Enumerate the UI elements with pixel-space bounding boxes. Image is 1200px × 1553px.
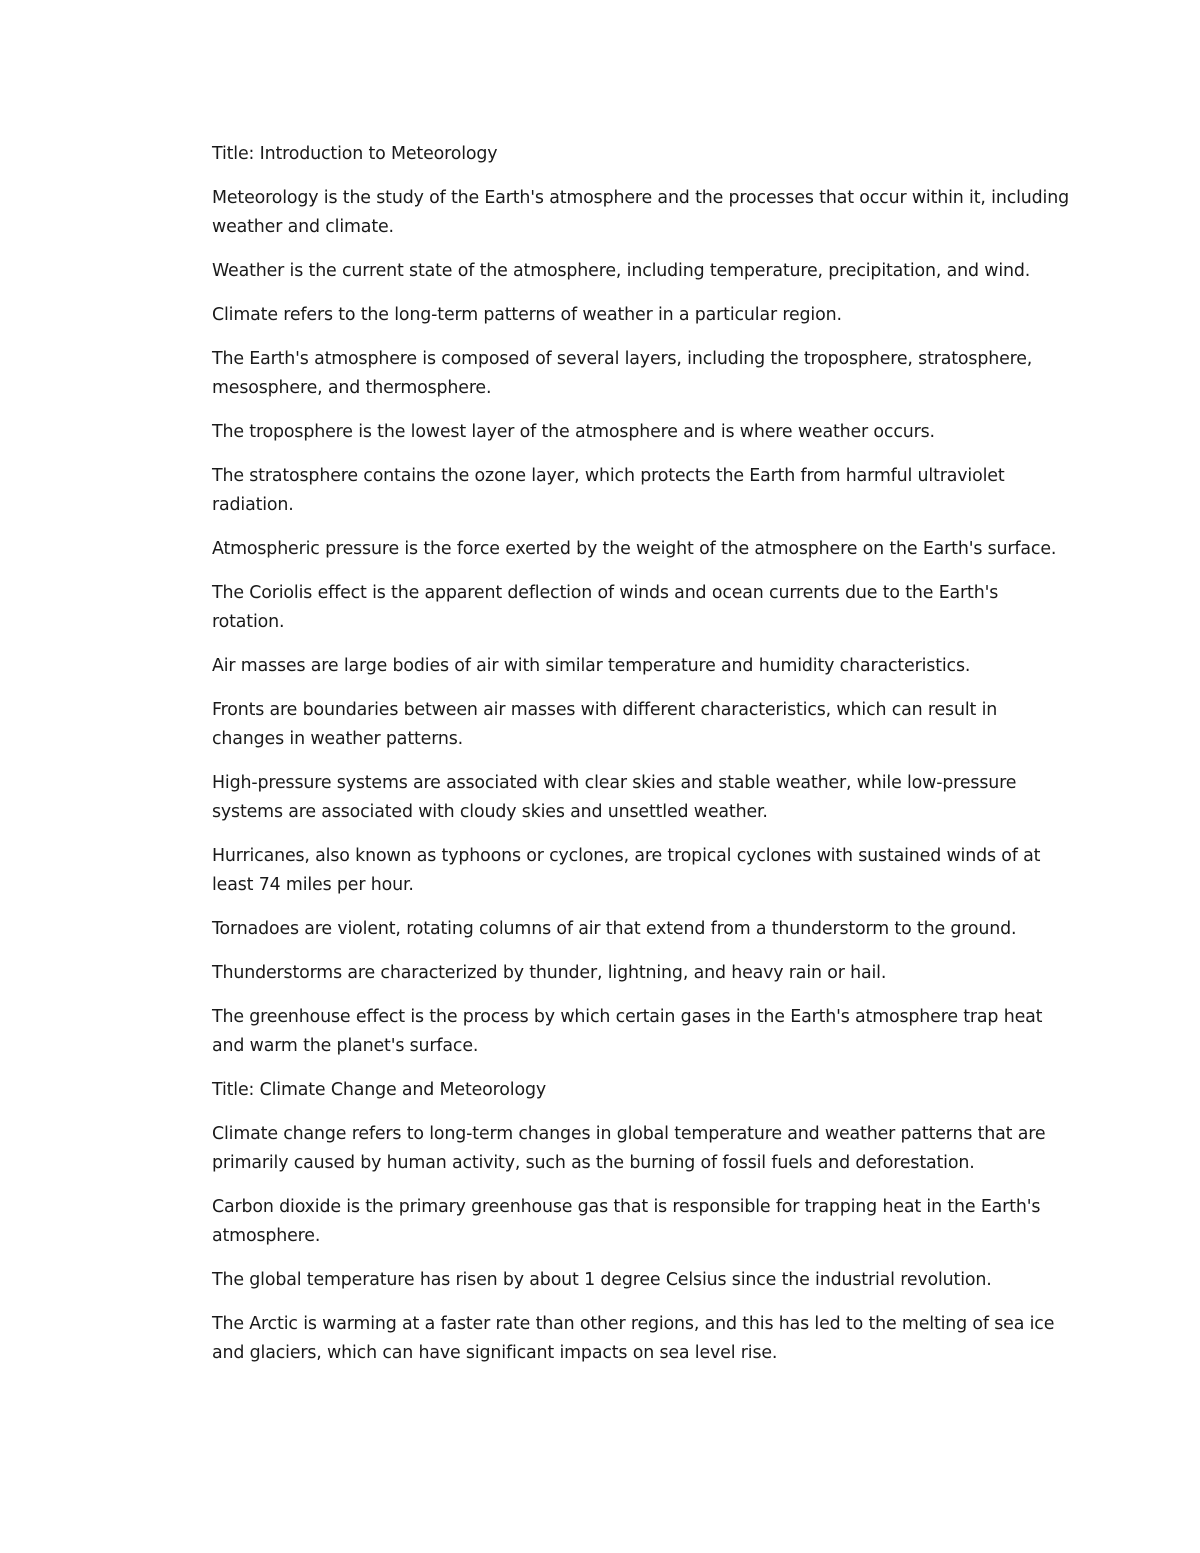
paragraph: Fronts are boundaries between air masses with different characteristics, which can result in changes in weather patterns. <box>212 700 998 749</box>
section-title: Title: Introduction to Meteorology <box>212 144 498 164</box>
paragraph: Carbon dioxide is the primary greenhouse gas that is responsible for trapping heat in the Earth's atmosphere. <box>212 1197 1041 1246</box>
paragraph: High-pressure systems are associated with clear skies and stable weather, while low-pressure systems are associated with cloudy skies and unsettled weather. <box>212 773 1017 822</box>
section-title: Title: Climate Change and Meteorology <box>212 1080 546 1100</box>
paragraph: Hurricanes, also known as typhoons or cyclones, are tropical cyclones with sustained winds of at least 74 miles per hour. <box>212 846 1041 895</box>
paragraph: The troposphere is the lowest layer of the atmosphere and is where weather occurs. <box>212 422 935 442</box>
paragraph: Air masses are large bodies of air with similar temperature and humidity characteristics. <box>212 656 971 676</box>
paragraph: The global temperature has risen by about 1 degree Celsius since the industrial revolution. <box>212 1270 992 1290</box>
paragraph: The Coriolis effect is the apparent deflection of winds and ocean currents due to the Earth's rotation. <box>212 583 999 632</box>
paragraph: Weather is the current state of the atmosphere, including temperature, precipitation, and wind. <box>212 261 1031 281</box>
paragraph: Thunderstorms are characterized by thunder, lightning, and heavy rain or hail. <box>212 963 887 983</box>
paragraph: The stratosphere contains the ozone layer, which protects the Earth from harmful ultraviolet radiation. <box>212 466 1005 515</box>
paragraph: The Earth's atmosphere is composed of several layers, including the troposphere, stratosphere, mesosphere, and thermosphere. <box>212 349 1033 398</box>
paragraph: The greenhouse effect is the process by which certain gases in the Earth's atmosphere trap heat and warm the planet's surface. <box>212 1007 1043 1056</box>
document-body <box>212 140 1072 1383</box>
paragraph: The Arctic is warming at a faster rate than other regions, and this has led to the melting of sea ice and glaciers, which can have significant impacts on sea level rise. <box>212 1314 1055 1363</box>
paragraph: Tornadoes are violent, rotating columns of air that extend from a thunderstorm to the ground. <box>212 919 1017 939</box>
paragraph: Meteorology is the study of the Earth's atmosphere and the processes that occur within it, including weather and climate. <box>212 188 1070 237</box>
paragraph: Climate refers to the long-term patterns of weather in a particular region. <box>212 305 842 325</box>
paragraph: Climate change refers to long-term changes in global temperature and weather patterns that are primarily caused by human activity, such as the burning of fossil fuels and deforestation. <box>212 1124 1046 1173</box>
paragraph: Atmospheric pressure is the force exerted by the weight of the atmosphere on the Earth's surface. <box>212 539 1057 559</box>
